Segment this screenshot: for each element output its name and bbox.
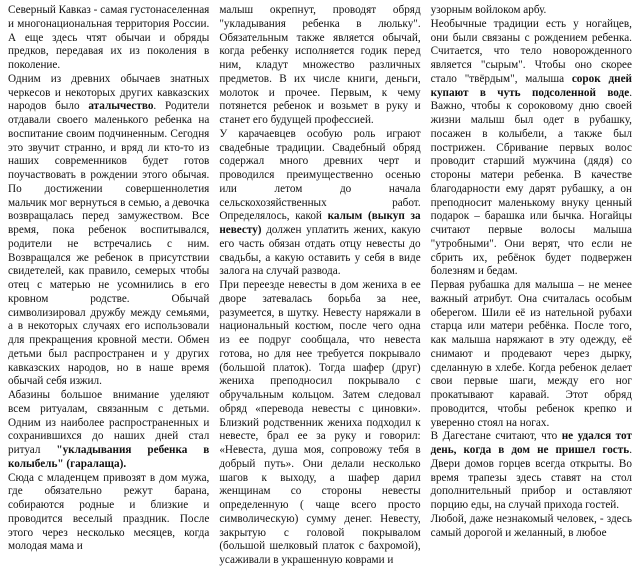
bold-phrase: не удался тот день, когда в дом не пришел гость (430, 430, 632, 456)
paragraph (8, 472, 209, 555)
paragraph (431, 279, 632, 430)
paragraph (431, 513, 632, 541)
paragraph-text: Первая рубашка для малыша – не менее важный атрибут. Она считалась особым оберегом. Шили её из нательной рубахи старца или матери ребёнка. После того, как малыша наряжают в эту одежду, её снимают и продевают через дырку, сделанную в хлебе. Когда ребенок делает свои первые шаги, между его ног прокатывают каравай. Этот обряд проводится, чтобы ребенок крепко и уверенно стоял на ногах. (430, 279, 632, 429)
text-column-3 (430, 4, 632, 539)
paragraph-text: . Важно, чтобы к сороковому дню своей жизни малыш был одет в рубашку, посажен в колыбели, а также был пострижен. Сбривание первых волос проводит старший мужчина (дядя) со стороны матери ребенка. В качестве благодарности ему дарят рубашку, а он преподносит маленькому внуку ценный подарок – барашка или бычка. Ногайцы считают первые волосы малыша "утробными". Они верят, что если не сбрить их, ребёнок будет подвержен болезням и бедам. (430, 86, 632, 278)
paragraph-text: узорным войлоком арбу. (430, 4, 547, 16)
paragraph-text: . Родители отдавали своего маленького ребенка на воспитание своим подчиненным. Сегодня это звучит странно, и вряд ли кто-то из наших современников будет готов поучаствовать в рождении этого обычая. По достижении совершеннолетия мальчик мог вернуться в семью, а девочка возвращалась перед замужеством. Все время, пока ребенок воспитывался, родители не встречались с ним. Возвращался же ребенок в присутствии свидетелей, как правило, семерых чтобы отец с матерью не усомнились в его кровном родстве. Обычай символизировал дружбу между семьями, а в некоторых случаях его использовали для прекращения кровной мести. Обмен детьми был распространен и у других кавказских народов, но в наше время обычай себя изжил. (8, 100, 210, 388)
paragraph (431, 430, 632, 513)
paragraph (219, 4, 420, 128)
paragraph-text: В Дагестане считают, что (430, 430, 562, 443)
paragraph (219, 279, 420, 568)
bold-phrase: калым (выкуп за невесту) (219, 210, 421, 236)
paragraph-text: Любой, даже незнакомый человек, - здесь самый дорогой и желанный, в любое (430, 512, 632, 539)
paragraph-text: Абазины большое внимание уделяют всем ритуалам, связанным с детьми. Одним из наиболее распространенных и сохранившихся до наших дней стал ритуал (8, 389, 210, 456)
bold-phrase: аталычество (88, 100, 154, 113)
paragraph (431, 18, 632, 279)
paragraph-text: Одним из древних обычаев знатных черкесов и некоторых других кавказских народов было (8, 72, 210, 113)
paragraph-text: малыш окрепнут, проводят обряд "укладывания ребенка в люльку". Обязательным также является обычай, когда ребенку исполняется годик перед ним, кладут множество различных предметов. В их числе книги, деньги, молоток и прочее. Первым, к чему потянется ребенок и возьмет в руку и станет его будущей профессией. (219, 4, 421, 126)
paragraph-text: . Двери домов горцев всегда открыты. Во время трапезы здесь ставят на стол дополнительный прибор и оставляют порцию еды, на случай прихода гостей. (430, 444, 632, 511)
text-column-1 (8, 4, 210, 553)
paragraph-text: У карачаевцев особую роль играют свадебные традиции. Свадебный обряд содержал много древних черт и проводился преимущественно осенью или летом до начала сельскохозяйственных работ. Определялось, какой (219, 127, 421, 223)
paragraph-text: При переезде невесты в дом жениха в ее дворе затевалась борьба за нее, разумеется, в шутку. Невесту наряжали в национальный костюм, после чего одна из ее подруг сообщала, что невеста готова, но для нее требуется покрывало (большой платок). Тогда шафер (друг) жениха преподносил покрывало с обручальным кольцом. Затем следовал обряд «перевода невесты с циновки». Близкий родственник жениха подходил к невесте, брал ее за руку и говорил: «Невеста, душа моя, сопровожу тебя в добрый путь». Они делали несколько шагов к выходу, а шафер дарил женщинам со стороны невесты определенную ( чаще всего просто символическую) сумму денег. Невесту, закрытую с головой покрывалом (большой шелковый платок с бахромой), усаживали в украшенную коврами и (219, 279, 421, 566)
paragraph-text: Сюда с младенцем привозят в дом мужа, где обязательно режут барана, собираются родные и близкие и проводится веселый праздник. После этого через несколько месяцев, когда молодая мама и (8, 471, 210, 553)
bold-phrase: сорок дней купают в чуть подсоленной воде (430, 72, 632, 99)
bold-phrase: "укладывания ребенка в колыбель" (гаралаща). (8, 444, 210, 470)
paragraph (8, 73, 209, 389)
paragraph-text: должен уплатить жених, какую его часть обязан отдать отцу невесты до свадьбы, а какую оставить у себя в виде залога на случай развода. (219, 224, 421, 278)
paragraph (8, 4, 209, 73)
paragraph-text: Необычные традиции есть у ногайцев, они были связаны с рождением ребенка. Считается, что тело новорожденного является "сырым". Чтобы оно скорее стало "твёрдым", малыша (430, 17, 632, 85)
paragraph (8, 389, 209, 472)
paragraph (431, 4, 632, 18)
text-column-2 (219, 4, 421, 566)
paragraph (219, 128, 420, 279)
paragraph-text: Северный Кавказ - самая густонаселенная и многонациональная территория России. А еще здесь чтят обычаи и обряды предков, передавая их из поколения в поколение. (8, 4, 210, 71)
